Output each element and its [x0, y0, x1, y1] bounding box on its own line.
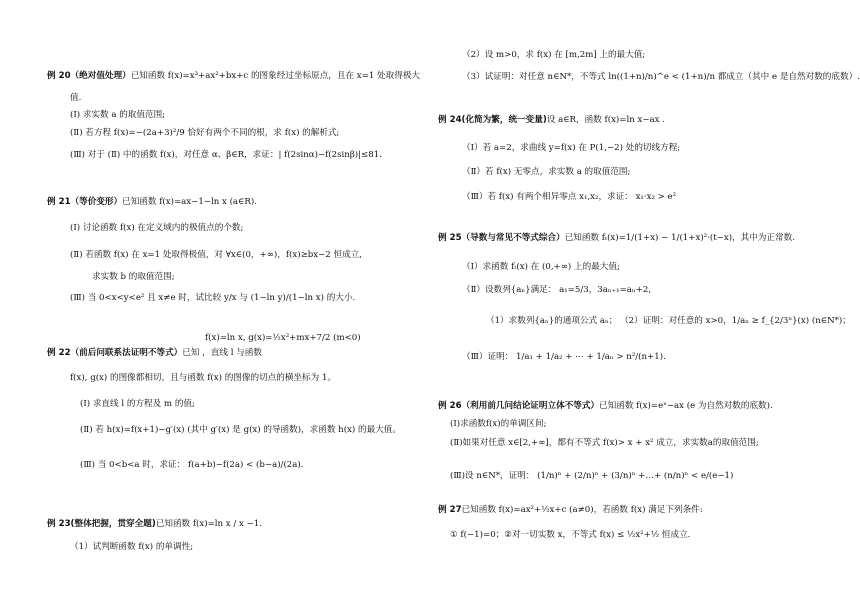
ex26-title [438, 401, 773, 412]
ex21-label: 例 21（等价变形） [47, 197, 123, 207]
ex25-q2a: （1）求数列{aₙ}的通项公式 aₙ； （2）证明：对任意的 x>0，1/aₙ ≥ f_{2/3ⁿ}(x) (n∈N*)； [486, 316, 851, 326]
ex23-label: 例 23(整体把握，贯穿全题) [47, 519, 156, 529]
ex20-title [47, 71, 420, 82]
ex21-q2b: 求实数 b 的取值范围; [92, 272, 175, 282]
ex24-q2: （Ⅱ）若 f(x) 无零点，求实数 a 的取值范围; [462, 167, 631, 177]
ex21-q2: (Ⅱ) 若函数 f(x) 在 x=1 处取得极值，对 ∀x∈(0，+∞)，f(x)≥bx−2 恒成立, [70, 250, 363, 260]
ex22-cont: f(x), g(x) 的图像都相切，且与函数 f(x) 的图像的切点的横坐标为 1。 [70, 373, 337, 383]
ex25-stem: 已知函数 fₜ(x)=1/(1+x) − 1/(1+x)²·(t−x)，其中为正常数. [564, 233, 795, 243]
ex27-label: 例 27 [438, 505, 462, 515]
ex22-formula: f(x)=ln x, g(x)=½x²+mx+7/2 (m<0) [205, 333, 361, 343]
ex27-stem: 已知函数 f(x)=ax²+½x+c (a≠0)，若函数 f(x) 满足下列条件: [461, 505, 703, 515]
ex25-q2: （Ⅱ）设数列{aₙ}满足： a₁=5/3，3aₙ₊₁=aₙ+2， [462, 285, 657, 295]
ex20-stem: 已知函数 f(x)=x³+ax²+bx+c 的图象经过坐标原点，且在 x=1 处取得极大 [130, 71, 421, 81]
ex24-stem: 设 a∈R，函数 f(x)=ln x−ax . [546, 115, 665, 125]
ex27-c1: ① f(−1)=0；②对一切实数 x，不等式 f(x) ≤ ½x²+½ 恒成立. [450, 530, 691, 540]
ex26-q3: (Ⅲ)设 n∈N*，证明： (1/n)ⁿ + (2/n)ⁿ + (3/n)ⁿ +…+ (n/n)ⁿ < e/(e−1) [450, 471, 734, 481]
ex25-label: 例 25（导数与常见不等式综合） [438, 233, 565, 243]
ex26-label: 例 26（利用前几问结论证明立体不等式） [438, 401, 600, 411]
ex23-title [47, 519, 262, 530]
ex24-label: 例 24(化简为繁，统一变量) [438, 115, 547, 125]
right-column [430, 0, 860, 607]
ex25-title [438, 233, 795, 244]
ex21-q3: (Ⅲ) 当 0<x<y<e² 且 x≠e 时，试比较 y/x 与 (1−ln y)/(1−ln x) 的大小. [70, 293, 356, 303]
ex27-title [438, 505, 703, 516]
ex22-q2: (Ⅱ) 若 h(x)=f(x+1)−g′(x) (其中 g′(x) 是 g(x) 的导函数)，求函数 h(x) 的最大值。 [80, 425, 401, 435]
ex21-title [47, 197, 257, 208]
ex20-q1: (Ⅰ) 求实数 a 的取值范围; [70, 110, 166, 120]
ex23-q1: （1）试判断函数 f(x) 的单调性; [70, 542, 194, 552]
ex20-cont: 值. [70, 93, 82, 103]
ex20-q3: (Ⅲ) 对于 (Ⅱ) 中的函数 f(x)，对任意 α、β∈R，求证：| f(2sinα)−f(2sinβ)|≤81. [70, 150, 382, 160]
ex22-q1: (Ⅰ) 求直线 l 的方程及 m 的值; [80, 399, 195, 409]
ex23-stem: 已知函数 f(x)=ln x / x −1. [155, 519, 262, 529]
ex24-title [438, 115, 665, 126]
ex23-q2: （2）设 m>0，求 f(x) 在 [m,2m] 上的最大值; [462, 50, 646, 60]
ex22-stem: 已知 ，直线 l 与函数 [182, 348, 262, 358]
ex25-q3: （Ⅲ）证明： 1/a₁ + 1/a₂ + ⋯ + 1/aₙ > n²/(n+1). [462, 352, 666, 362]
ex21-stem: 已知函数 f(x)=ax−1−ln x (a∈R). [122, 197, 257, 207]
ex21-q1: (Ⅰ) 讨论函数 f(x) 在定义域内的极值点的个数; [70, 223, 244, 233]
ex22-label: 例 22（前后问联系法证明不等式） [47, 348, 183, 358]
ex24-q3: （Ⅲ）若 f(x) 有两个相异零点 x₁,x₂，求证： x₁·x₂ > e² [462, 192, 677, 202]
ex24-q1: （Ⅰ）若 a=2，求曲线 y=f(x) 在 P(1,−2) 处的切线方程; [462, 143, 681, 153]
ex23-q3: （3）试证明：对任意 n∈N*，不等式 ln((1+n)/n)^e < (1+n)/n 都成立（其中 e 是自然对数的底数）. [462, 72, 860, 82]
ex22-q3: (Ⅲ) 当 0<b<a 时，求证： f(a+b)−f(2a) < (b−a)/(2a). [80, 460, 304, 470]
ex22-title [47, 348, 262, 359]
ex20-q2: (Ⅱ) 若方程 f(x)=−(2a+3)²/9 恰好有两个不同的根，求 f(x) 的解析式; [70, 128, 340, 138]
ex26-q1: (Ⅰ)求函数f(x)的单调区间; [450, 419, 547, 429]
ex20-label: 例 20（绝对值处理） [47, 71, 131, 81]
ex25-q1: （Ⅰ）求函数 fₜ(x) 在 (0,+∞) 上的最大值; [462, 262, 620, 272]
ex26-q2: (Ⅱ)如果对任意 x∈[2,+∞]，都有不等式 f(x)> x + x² 成立，求实数a的取值范围; [450, 438, 759, 448]
ex26-stem: 已知函数 f(x)=eˣ−ax (e 为自然对数的底数). [599, 401, 773, 411]
